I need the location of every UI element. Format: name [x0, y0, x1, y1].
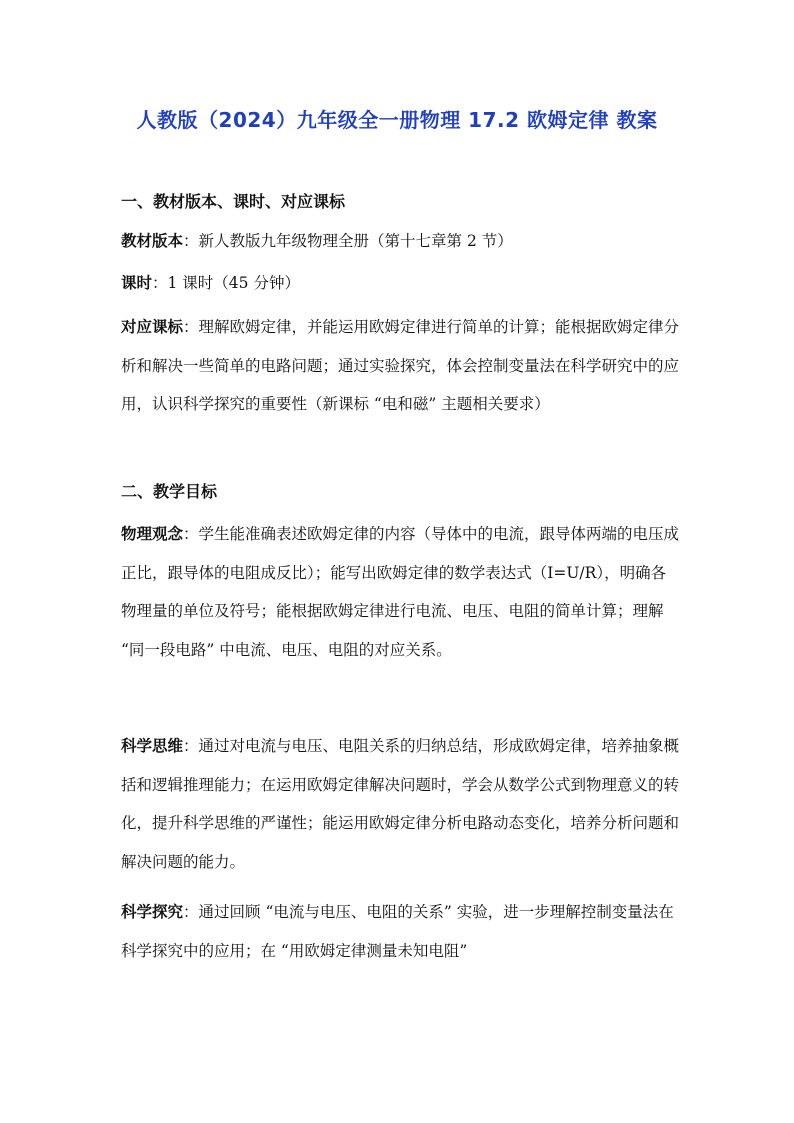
text-class-hours: ：1 课时（45 分钟） — [152, 274, 300, 292]
text-textbook-version: ：新人教版九年级物理全册（第十七章第 2 节） — [183, 232, 513, 250]
label-scientific-thinking: 科学思维 — [121, 737, 184, 755]
paragraph-physics-concept — [121, 515, 681, 669]
paragraph-class-hours — [121, 264, 681, 303]
label-scientific-inquiry: 科学探究 — [121, 903, 184, 921]
text-scientific-inquiry: ：通过回顾 “电流与电压、电阻的关系” 实验，进一步理解控制变量法在科学探究中的应用；在 “用欧姆定律测量未知电阻” — [121, 903, 674, 960]
label-physics-concept: 物理观念 — [121, 525, 184, 543]
text-physics-concept: ：学生能准确表述欧姆定律的内容（导体中的电流，跟导体两端的电压成正比，跟导体的电阻成反比）；能写出欧姆定律的数学表达式（I=U/R），明确各物理量的单位及符号；能根据欧姆定律进行电流、电压、电阻的简单计算；理解 “同一段电路” 中电流、电压、电阻的对应关系。 — [121, 525, 680, 659]
text-curriculum-standard: ：理解欧姆定律，并能运用欧姆定律进行简单的计算；能根据欧姆定律分析和解决一些简单的电路问题；通过实验探究，体会控制变量法在科学研究中的应用，认识科学探究的重要性（新课标 “电和磁” 主题相关要求） — [121, 318, 680, 413]
paragraph-textbook-version — [121, 222, 681, 261]
label-textbook-version: 教材版本 — [121, 232, 184, 250]
section-heading-2: 二、教学目标 — [121, 482, 218, 501]
label-class-hours: 课时 — [121, 274, 153, 292]
document-title: 人教版（2024）九年级全一册物理 17.2 欧姆定律 教案 — [136, 108, 658, 132]
section-heading-1: 一、教材版本、课时、对应课标 — [121, 192, 346, 211]
paragraph-scientific-thinking — [121, 727, 681, 881]
paragraph-scientific-inquiry — [121, 893, 681, 970]
paragraph-curriculum-standard — [121, 308, 681, 424]
label-curriculum-standard: 对应课标 — [121, 318, 184, 336]
text-scientific-thinking: ：通过对电流与电压、电阻关系的归纳总结，形成欧姆定律，培养抽象概括和逻辑推理能力；在运用欧姆定律解决问题时，学会从数学公式到物理意义的转化，提升科学思维的严谨性；能运用欧姆定律分析电路动态变化，培养分析问题和解决问题的能力。 — [121, 737, 680, 871]
